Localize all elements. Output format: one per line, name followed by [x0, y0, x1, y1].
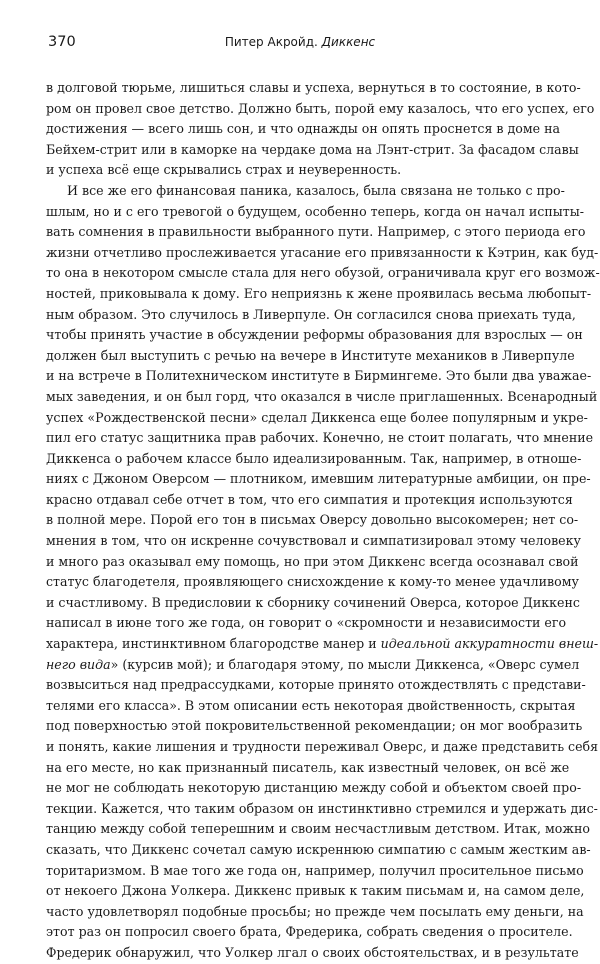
- text-span: телями его класса». В этом описании есть некоторая двойственность, скрытая: [46, 697, 576, 713]
- text-line: [46, 428, 594, 449]
- text-line: [46, 181, 565, 202]
- text-span: ром он провел свое детство. Должно быть, порой ему казалось, что его успех, его: [46, 100, 595, 116]
- text-span: сказать, что Диккенс сочетал самую искреннюю симпатию с самым жестким ав-: [46, 841, 591, 857]
- body-text: [46, 78, 600, 964]
- text-line: [46, 613, 567, 634]
- text-line: [46, 305, 576, 326]
- text-line: [46, 346, 575, 367]
- text-line: [46, 469, 591, 490]
- text-span: статус благодетеля, проявляющего снисхождение к кому-то менее удачливому: [46, 574, 579, 590]
- text-line: [46, 819, 590, 840]
- text-line: [46, 160, 556, 181]
- text-line: [46, 943, 579, 964]
- text-line: [46, 119, 560, 140]
- text-line: [46, 243, 599, 264]
- text-span: жизни отчетливо прослеживается угасание его привязанности к Кэтрин, как буд-: [46, 244, 599, 260]
- text-line: [46, 634, 599, 655]
- text-line: [46, 572, 579, 593]
- text-span: И все же его финансовая паника, казалось, была связана не только с про-: [67, 182, 565, 198]
- text-span: и успеха всё еще скрывались страх и неуверенность.: [46, 162, 402, 178]
- text-line: [46, 325, 583, 346]
- text-span: часто удовлетворял подобные просьбы; но прежде чем посылать ему деньги, на: [46, 903, 584, 919]
- text-span: красно отдавал себе отчет в том, что его симпатия и протекция используются: [46, 491, 573, 507]
- text-span: чтобы принять участие в обсуждении реформы образования для взрослых — он: [46, 327, 583, 343]
- text-span: и счастливому. В предисловии к сборнику сочинений Оверса, которое Диккенс: [46, 594, 580, 610]
- text-span: возвыситься над предрассудками, которые принято отождествлять с представи-: [46, 677, 586, 693]
- text-span: Фредерик обнаружил, что Уолкер лгал о своих обстоятельствах, и в результате: [46, 944, 579, 960]
- page-header: [0, 34, 600, 54]
- text-span: текции. Кажется, что таким образом он инстинктивно стремился и удержать дис-: [46, 800, 598, 816]
- text-span: и понять, какие лишения и трудности переживал Оверс, и даже представить себя: [46, 739, 599, 754]
- text-line: [46, 902, 584, 923]
- running-head-title: Диккенс: [321, 35, 376, 49]
- text-line: [46, 552, 579, 573]
- text-line: [46, 284, 592, 305]
- text-line: [46, 922, 573, 943]
- text-span: достижения — всего лишь сон, и что однажды он опять проснется в доме на: [46, 121, 560, 137]
- text-span: то она в некотором смысле стала для него обузой, ограничивала круг его возмож-: [46, 265, 600, 281]
- text-line: [46, 655, 580, 676]
- text-span: в полной мере. Порой его тон в письмах Оверсу довольно высокомерен; нет со-: [46, 512, 579, 528]
- text-line: [46, 840, 591, 861]
- text-line: [46, 861, 584, 882]
- text-line: [46, 881, 585, 902]
- text-line: [46, 799, 598, 820]
- text-span: под поверхностью этой покровительственной рекомендации; он мог вообразить: [46, 718, 583, 734]
- text-line: [46, 675, 586, 696]
- text-span: Бейхем-стрит или в каморке на чердаке дома на Лэнт-стрит. За фасадом славы: [46, 141, 579, 157]
- text-span: торитаризмом. В мае того же года он, например, получил просительное письмо: [46, 862, 584, 878]
- text-line: [46, 716, 583, 737]
- text-span: мых заведения, и он был горд, что оказался в числе приглашенных. Всенародный: [46, 388, 598, 404]
- text-span: не мог не соблюдать некоторую дистанцию между собой и объектом своей про-: [46, 780, 582, 796]
- text-span: и на встрече в Политехническом институте в Бирмингеме. Это были два уважае-: [46, 368, 592, 384]
- text-span: успех «Рождественской песни» сделал Диккенса еще более популярным и укре-: [46, 409, 588, 425]
- text-line: [46, 510, 579, 531]
- text-line: [46, 140, 579, 161]
- running-head: [0, 35, 600, 49]
- text-span: ностей, приковывала к дому. Его неприязнь к жене проявилась весьма любопыт-: [46, 285, 592, 301]
- text-span: этот раз он попросил своего брата, Фредерика, собрать сведения о просителе.: [46, 924, 573, 940]
- text-span: ниях с Джоном Оверсом — плотником, имевшим литературные амбиции, он пре-: [46, 471, 591, 487]
- text-span: шлым, но и с его тревогой о будущем, особенно теперь, когда он начал испыты-: [46, 203, 585, 219]
- text-line: [46, 490, 573, 511]
- text-line: [46, 449, 582, 470]
- text-line: [46, 202, 585, 223]
- text-line: [46, 222, 586, 243]
- text-line: [46, 99, 595, 120]
- text-span: на его месте, но как признанный писатель, как известный человек, он всё же: [46, 759, 570, 775]
- text-line: [46, 758, 570, 779]
- text-span: должен был выступить с речью на вечере в Институте механиков в Ливерпуле: [46, 347, 575, 363]
- text-span: вать сомнения в правильности выбранного пути. Например, с этого периода его: [46, 224, 586, 240]
- text-span: Диккенса о рабочем классе было идеализированным. Так, например, в отноше-: [46, 450, 582, 466]
- text-span: в долговой тюрьме, лишиться славы и успеха, вернуться в то состояние, в кото-: [46, 80, 581, 95]
- text-line: [46, 408, 588, 429]
- text-line: [46, 737, 599, 758]
- text-span: написал в июне того же года, он говорит о «скромности и независимости его: [46, 615, 567, 631]
- text-span: » (курсив мой); и благодаря этому, по мысли Диккенса, «Оверс сумел: [110, 656, 580, 672]
- text-line: [46, 778, 582, 799]
- text-line: [46, 387, 598, 408]
- text-line: [46, 263, 600, 284]
- text-line: [46, 593, 580, 614]
- text-span: ным образом. Это случилось в Ливерпуле. Он согласился снова приехать туда,: [46, 306, 576, 322]
- page-number: 370: [48, 34, 76, 50]
- text-line: [46, 78, 581, 99]
- text-span: мнения в том, что он искренне сочувствовал и симпатизировал этому человеку: [46, 533, 581, 549]
- text-span: характера, инстинктивном благородстве манер и: [46, 636, 381, 652]
- text-span: и много раз оказывал ему помощь, но при этом Диккенс всегда осознавал свой: [46, 553, 579, 569]
- italic-span: него вида: [46, 656, 111, 672]
- running-head-author: Питер Акройд.: [224, 35, 318, 49]
- text-line: [46, 366, 592, 387]
- italic-span: идеальной аккуратности внеш-: [380, 636, 599, 652]
- text-span: пил его статус защитника прав рабочих. Конечно, не стоит полагать, что мнение: [46, 430, 594, 446]
- text-span: танцию между собой теперешним и своим несчастливым детством. Итак, можно: [46, 821, 590, 837]
- text-line: [46, 531, 581, 552]
- text-span: от некоего Джона Уолкера. Диккенс привык к таким письмам и, на самом деле,: [46, 883, 585, 899]
- text-line: [46, 696, 576, 717]
